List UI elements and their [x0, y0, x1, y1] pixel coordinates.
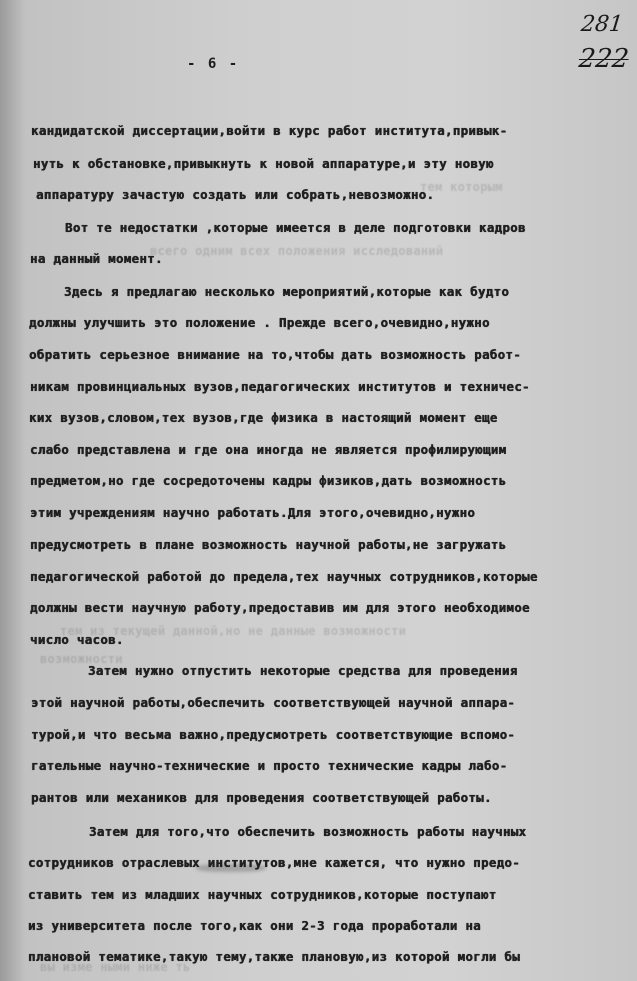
text-line: из университета после того,как они 2-3 года проработали на: [28, 918, 481, 933]
text-line: предусмотреть в плане возможность научной работы,не загружать: [30, 537, 507, 552]
text-line: должны улучшить это положение . Прежде всего,очевидно,нужно: [29, 315, 490, 330]
text-line: на данный момент.: [30, 251, 163, 266]
text-line: должны вести научную работу,предоставив им для этого необходимое: [30, 600, 530, 615]
text-line: педагогической работой до предела,тех научных сотрудников,которые: [30, 569, 538, 584]
text-line: слабо представлена и где она иногда не является профилирующим: [30, 442, 507, 457]
text-line: Затем для того,что обеспечить возможность работы научных: [89, 824, 527, 839]
text-line: Здесь я предлагаю несколько мероприятий,которые как будто: [64, 284, 510, 299]
bleed-through-text: тем из текущей данной,но не данные возможности: [60, 624, 407, 638]
bleed-through-text: возможности: [40, 652, 123, 666]
text-line: кандидатской диссертации,войти в курс работ института,привык-: [31, 123, 508, 138]
text-line: этим учреждениям научно работать.Для этого,очевидно,нужно: [30, 505, 476, 520]
text-line: плановой тематике,такую тему,также плановую,из которой могли бы: [28, 949, 521, 964]
text-line: число часов.: [30, 632, 124, 647]
text-line: ставить тем из младших научных сотрудников,которые поступают: [28, 887, 497, 902]
text-line: обратить серьезное внимание на то,чтобы дать возможность работ-: [29, 347, 522, 362]
text-line: предметом,но где сосредоточены кадры физиков,дать возможность: [30, 473, 507, 488]
text-line: рантов или механиков для проведения соответствующей работы.: [31, 790, 492, 805]
archive-folio-number: 281: [579, 12, 625, 37]
bleed-through-text: тем которым: [420, 180, 503, 194]
text-line: турой,и что весьма важно,предусмотреть соответствующие вспомо-: [31, 727, 516, 742]
text-line: никам провинциальных вузов,педагогических институтов и техничес-: [30, 379, 530, 394]
text-line: аппаратуру зачастую создать или собрать,невозможно.: [36, 187, 435, 202]
text-line: ких вузов,словом,тех вузов,где физика в настоящий момент еще: [29, 410, 498, 425]
bleed-through-text: всего одним всех положения исследований: [150, 244, 444, 258]
text-line: гательные научно-технические и просто технические кадры лабо-: [31, 758, 508, 773]
text-line: этой научной работы,обеспечить соответствующей научной аппара-: [31, 695, 516, 710]
text-line: Затем нужно отпустить некоторые средства для проведения: [88, 663, 518, 678]
page-number: - 6 -: [187, 56, 240, 72]
bleed-through-text: вы изме ными ниже ть: [40, 960, 191, 974]
text-line: нуть к обстановке,привыкнуть к новой аппаратуре,и эту новую: [33, 156, 494, 171]
text-line: сотрудников отраслевых институтов,мне кажется, что нужно предо-: [28, 855, 521, 870]
archive-folio-number-old: 222: [577, 44, 631, 74]
text-line: Вот те недостатки ,которые имеется в деле подготовки кадров: [65, 220, 526, 235]
